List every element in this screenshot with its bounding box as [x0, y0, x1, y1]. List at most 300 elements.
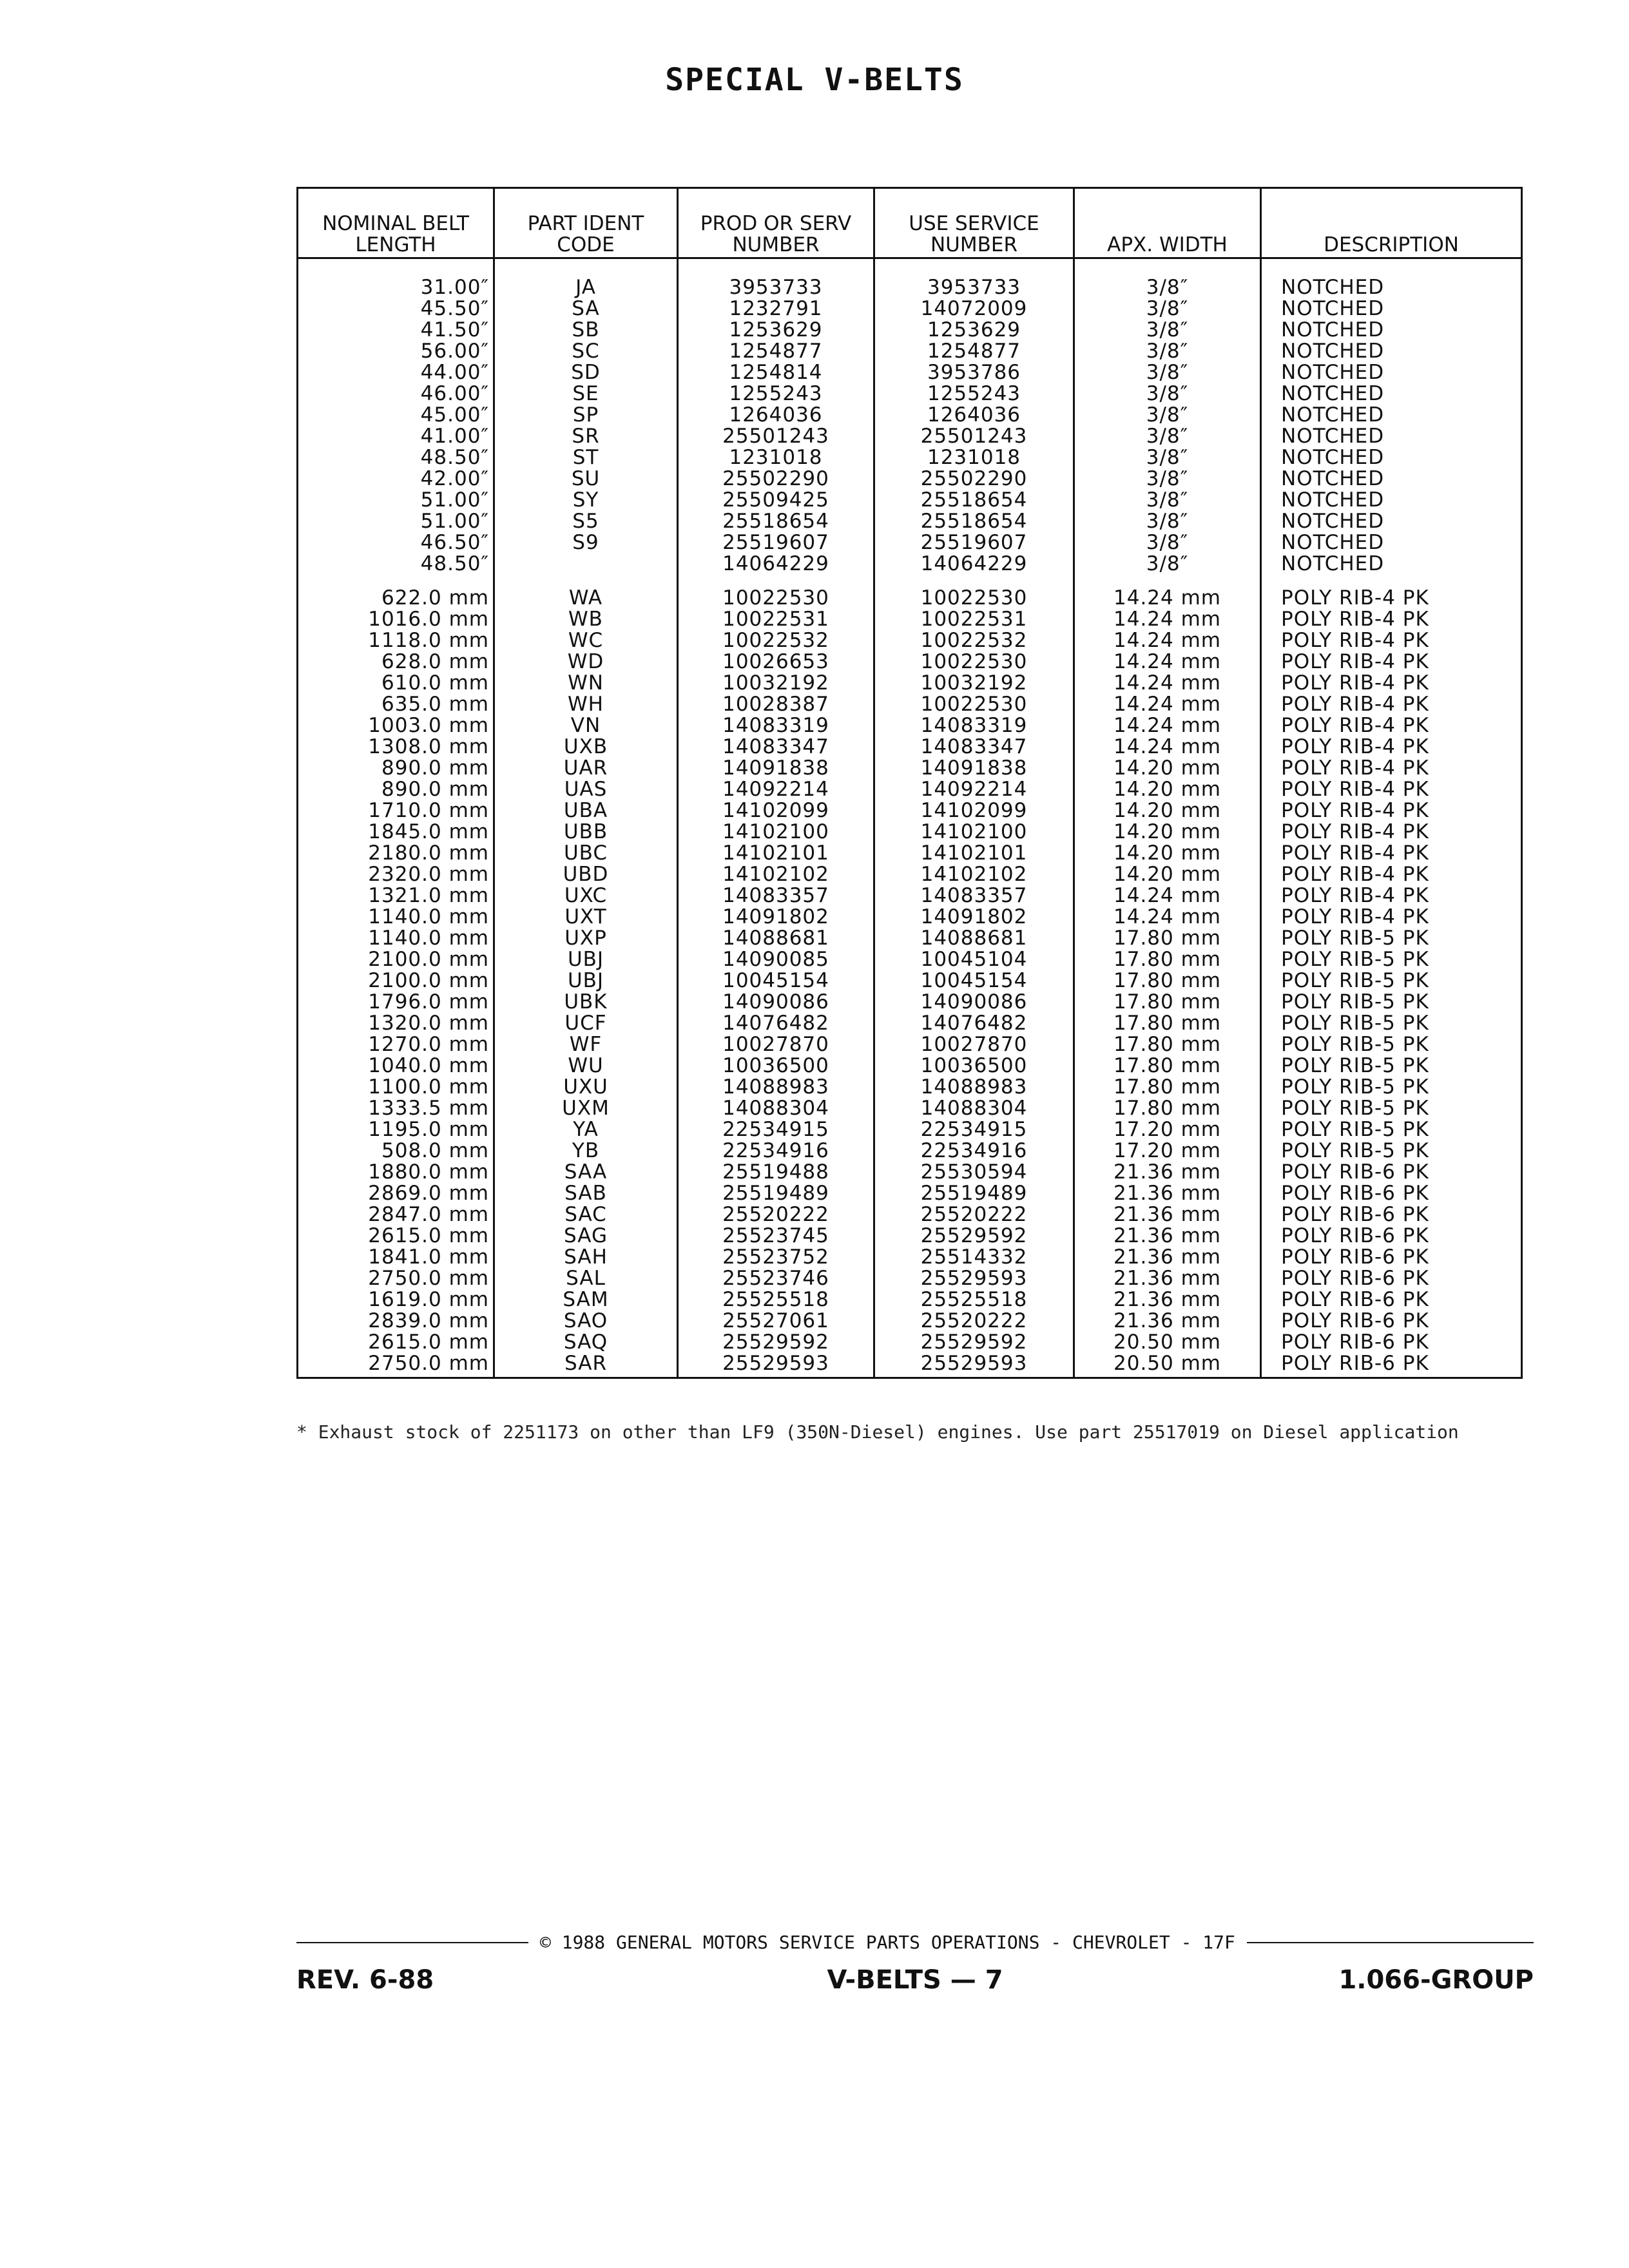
table-row — [298, 1162, 1522, 1183]
cell-belt-length: 1308.0 mm — [298, 736, 494, 758]
copyright-text: © 1988 GENERAL MOTORS SERVICE PARTS OPERATIONS - CHEVROLET - 17F — [540, 1932, 1235, 1953]
cell-belt-length: 1321.0 mm — [298, 885, 494, 907]
cell-belt-length: 628.0 mm — [298, 651, 494, 673]
cell-prod-number: 25519488 — [678, 1162, 874, 1183]
table-row — [298, 511, 1522, 532]
cell-use-number: 22534916 — [874, 1140, 1074, 1162]
cell-width: 17.80 mm — [1074, 970, 1261, 992]
cell-part-code: UBK — [494, 992, 678, 1013]
cell-description: POLY RIB-6 PK — [1261, 1225, 1522, 1247]
cell-width: 3/8″ — [1074, 447, 1261, 468]
cell-use-number: 14083347 — [874, 736, 1074, 758]
table-row — [298, 715, 1522, 736]
cell-prod-number: 14091838 — [678, 758, 874, 779]
cell-belt-length: 2100.0 mm — [298, 970, 494, 992]
cell-part-code: UXT — [494, 907, 678, 928]
cell-part-code: UAS — [494, 779, 678, 800]
cell-description: NOTCHED — [1261, 468, 1522, 490]
cell-part-code — [494, 553, 678, 575]
cell-use-number: 25519489 — [874, 1183, 1074, 1204]
cell-prod-number: 14083319 — [678, 715, 874, 736]
cell-use-number: 14072009 — [874, 298, 1074, 320]
cell-part-code: S9 — [494, 532, 678, 553]
table-row — [298, 320, 1522, 341]
cell-use-number: 14064229 — [874, 553, 1074, 575]
cell-width: 14.24 mm — [1074, 907, 1261, 928]
cell-width: 3/8″ — [1074, 298, 1261, 320]
cell-part-code: WA — [494, 575, 678, 609]
table-row — [298, 609, 1522, 630]
cell-description: NOTCHED — [1261, 532, 1522, 553]
cell-use-number: 1231018 — [874, 447, 1074, 468]
cell-width: 21.36 mm — [1074, 1247, 1261, 1268]
table-row — [298, 447, 1522, 468]
cell-width: 17.80 mm — [1074, 1013, 1261, 1034]
cell-belt-length: 610.0 mm — [298, 673, 494, 694]
cell-part-code: SD — [494, 362, 678, 383]
cell-prod-number: 10027870 — [678, 1034, 874, 1055]
cell-width: 20.50 mm — [1074, 1332, 1261, 1353]
cell-belt-length: 45.50″ — [298, 298, 494, 320]
footnote: * Exhaust stock of 2251173 on other than LF9 (350N-Diesel) engines. Use part 25517019 on Diesel application — [296, 1421, 1459, 1443]
cell-prod-number: 25501243 — [678, 426, 874, 447]
cell-part-code: UCF — [494, 1013, 678, 1034]
cell-width: 14.24 mm — [1074, 715, 1261, 736]
cell-prod-number: 10028387 — [678, 694, 874, 715]
cell-use-number: 14102099 — [874, 800, 1074, 822]
cell-prod-number: 14102100 — [678, 822, 874, 843]
table-row — [298, 553, 1522, 575]
cell-width: 21.36 mm — [1074, 1311, 1261, 1332]
cell-prod-number: 25519607 — [678, 532, 874, 553]
cell-width: 14.24 mm — [1074, 694, 1261, 715]
cell-belt-length: 2847.0 mm — [298, 1204, 494, 1225]
cell-width: 17.80 mm — [1074, 1034, 1261, 1055]
cell-part-code: WC — [494, 630, 678, 651]
table-row — [298, 992, 1522, 1013]
cell-belt-length: 2869.0 mm — [298, 1183, 494, 1204]
cell-prod-number: 25518654 — [678, 511, 874, 532]
cell-belt-length: 48.50″ — [298, 447, 494, 468]
cell-width: 14.20 mm — [1074, 843, 1261, 864]
cell-width: 17.80 mm — [1074, 1077, 1261, 1098]
table-row — [298, 1140, 1522, 1162]
cell-belt-length: 1100.0 mm — [298, 1077, 494, 1098]
cell-prod-number: 25502290 — [678, 468, 874, 490]
header-use-service-number: USE SERVICE NUMBER — [874, 188, 1074, 258]
cell-description: NOTCHED — [1261, 553, 1522, 575]
cell-part-code: WF — [494, 1034, 678, 1055]
cell-prod-number: 14102102 — [678, 864, 874, 885]
cell-part-code: SAR — [494, 1353, 678, 1378]
cell-description: POLY RIB-4 PK — [1261, 736, 1522, 758]
cell-prod-number: 10036500 — [678, 1055, 874, 1077]
cell-belt-length: 2180.0 mm — [298, 843, 494, 864]
cell-width: 14.20 mm — [1074, 800, 1261, 822]
cell-prod-number: 25523752 — [678, 1247, 874, 1268]
cell-description: POLY RIB-6 PK — [1261, 1268, 1522, 1289]
cell-description: POLY RIB-6 PK — [1261, 1311, 1522, 1332]
cell-description: POLY RIB-4 PK — [1261, 885, 1522, 907]
cell-description: POLY RIB-6 PK — [1261, 1353, 1522, 1378]
cell-part-code: SAH — [494, 1247, 678, 1268]
cell-use-number: 14090086 — [874, 992, 1074, 1013]
cell-part-code: SR — [494, 426, 678, 447]
cell-part-code: WN — [494, 673, 678, 694]
cell-belt-length: 890.0 mm — [298, 779, 494, 800]
cell-width: 21.36 mm — [1074, 1204, 1261, 1225]
table-row — [298, 822, 1522, 843]
cell-description: POLY RIB-4 PK — [1261, 651, 1522, 673]
cell-use-number: 14088304 — [874, 1098, 1074, 1119]
cell-use-number: 25518654 — [874, 511, 1074, 532]
table-row — [298, 405, 1522, 426]
cell-use-number: 14083357 — [874, 885, 1074, 907]
cell-part-code: UXU — [494, 1077, 678, 1098]
cell-part-code: VN — [494, 715, 678, 736]
cell-part-code: WB — [494, 609, 678, 630]
cell-width: 3/8″ — [1074, 532, 1261, 553]
cell-prod-number: 14064229 — [678, 553, 874, 575]
cell-use-number: 14102100 — [874, 822, 1074, 843]
cell-description: POLY RIB-5 PK — [1261, 1119, 1522, 1140]
cell-part-code: SAA — [494, 1162, 678, 1183]
cell-part-code: SAB — [494, 1183, 678, 1204]
cell-use-number: 14083319 — [874, 715, 1074, 736]
cell-description: POLY RIB-4 PK — [1261, 715, 1522, 736]
cell-description: POLY RIB-4 PK — [1261, 800, 1522, 822]
cell-width: 14.24 mm — [1074, 575, 1261, 609]
cell-description: NOTCHED — [1261, 320, 1522, 341]
table-row — [298, 630, 1522, 651]
cell-description: POLY RIB-4 PK — [1261, 822, 1522, 843]
cell-use-number: 14088681 — [874, 928, 1074, 949]
cell-description: POLY RIB-4 PK — [1261, 609, 1522, 630]
cell-part-code: JA — [494, 258, 678, 299]
table-row — [298, 970, 1522, 992]
cell-belt-length: 1140.0 mm — [298, 928, 494, 949]
cell-belt-length: 2100.0 mm — [298, 949, 494, 970]
cell-description: POLY RIB-4 PK — [1261, 843, 1522, 864]
cell-description: POLY RIB-5 PK — [1261, 949, 1522, 970]
cell-part-code: YB — [494, 1140, 678, 1162]
cell-width: 17.80 mm — [1074, 992, 1261, 1013]
cell-use-number: 14091802 — [874, 907, 1074, 928]
cell-prod-number: 1253629 — [678, 320, 874, 341]
cell-width: 3/8″ — [1074, 426, 1261, 447]
cell-prod-number: 1232791 — [678, 298, 874, 320]
cell-belt-length: 46.00″ — [298, 383, 494, 405]
header-description: DESCRIPTION — [1261, 188, 1522, 258]
cell-prod-number: 14102101 — [678, 843, 874, 864]
cell-description: POLY RIB-5 PK — [1261, 1098, 1522, 1119]
cell-width: 21.36 mm — [1074, 1162, 1261, 1183]
cell-belt-length: 1118.0 mm — [298, 630, 494, 651]
cell-use-number: 25529593 — [874, 1268, 1074, 1289]
cell-description: POLY RIB-6 PK — [1261, 1183, 1522, 1204]
cell-description: NOTCHED — [1261, 341, 1522, 362]
cell-part-code: SAG — [494, 1225, 678, 1247]
cell-belt-length: 1880.0 mm — [298, 1162, 494, 1183]
cell-belt-length: 48.50″ — [298, 553, 494, 575]
table-row — [298, 1247, 1522, 1268]
cell-belt-length: 622.0 mm — [298, 575, 494, 609]
cell-prod-number: 25525518 — [678, 1289, 874, 1311]
cell-prod-number: 25523745 — [678, 1225, 874, 1247]
cell-description: NOTCHED — [1261, 405, 1522, 426]
cell-prod-number: 1255243 — [678, 383, 874, 405]
cell-width: 17.80 mm — [1074, 1055, 1261, 1077]
cell-description: POLY RIB-5 PK — [1261, 970, 1522, 992]
cell-use-number: 14088983 — [874, 1077, 1074, 1098]
cell-part-code: SAL — [494, 1268, 678, 1289]
cell-width: 20.50 mm — [1074, 1353, 1261, 1378]
table-row — [298, 1289, 1522, 1311]
table-row — [298, 1013, 1522, 1034]
cell-description: POLY RIB-5 PK — [1261, 1055, 1522, 1077]
cell-part-code: UAR — [494, 758, 678, 779]
cell-belt-length: 2615.0 mm — [298, 1225, 494, 1247]
header-apx-width: APX. WIDTH — [1074, 188, 1261, 258]
cell-belt-length: 2839.0 mm — [298, 1311, 494, 1332]
cell-prod-number: 14091802 — [678, 907, 874, 928]
cell-prod-number: 1264036 — [678, 405, 874, 426]
cell-part-code: UXB — [494, 736, 678, 758]
cell-description: POLY RIB-5 PK — [1261, 1077, 1522, 1098]
cell-description: NOTCHED — [1261, 426, 1522, 447]
cell-belt-length: 51.00″ — [298, 490, 494, 511]
table-row — [298, 694, 1522, 715]
table-row — [298, 468, 1522, 490]
cell-belt-length: 1841.0 mm — [298, 1247, 494, 1268]
cell-belt-length: 635.0 mm — [298, 694, 494, 715]
cell-use-number: 14092214 — [874, 779, 1074, 800]
cell-description: POLY RIB-4 PK — [1261, 694, 1522, 715]
cell-use-number: 25529592 — [874, 1225, 1074, 1247]
cell-width: 14.24 mm — [1074, 630, 1261, 651]
cell-part-code: YA — [494, 1119, 678, 1140]
cell-description: POLY RIB-6 PK — [1261, 1162, 1522, 1183]
cell-belt-length: 41.50″ — [298, 320, 494, 341]
cell-use-number: 10022531 — [874, 609, 1074, 630]
cell-use-number: 25529592 — [874, 1332, 1074, 1353]
cell-width: 17.80 mm — [1074, 949, 1261, 970]
cell-use-number: 10022530 — [874, 575, 1074, 609]
cell-use-number: 22534915 — [874, 1119, 1074, 1140]
cell-description: POLY RIB-6 PK — [1261, 1247, 1522, 1268]
cell-prod-number: 22534915 — [678, 1119, 874, 1140]
table-row — [298, 673, 1522, 694]
cell-part-code: SE — [494, 383, 678, 405]
cell-part-code: UBJ — [494, 970, 678, 992]
cell-use-number: 3953786 — [874, 362, 1074, 383]
table-row — [298, 949, 1522, 970]
section-label: V-BELTS — 7 — [827, 1965, 1003, 1995]
cell-prod-number: 1231018 — [678, 447, 874, 468]
table-row — [298, 1183, 1522, 1204]
cell-description: NOTCHED — [1261, 362, 1522, 383]
cell-belt-length: 2750.0 mm — [298, 1268, 494, 1289]
table-row — [298, 298, 1522, 320]
cell-description: NOTCHED — [1261, 511, 1522, 532]
cell-width: 17.20 mm — [1074, 1119, 1261, 1140]
cell-use-number: 14102102 — [874, 864, 1074, 885]
cell-part-code: UBD — [494, 864, 678, 885]
cell-prod-number: 14083357 — [678, 885, 874, 907]
cell-use-number: 10032192 — [874, 673, 1074, 694]
table-row — [298, 1332, 1522, 1353]
cell-use-number: 25514332 — [874, 1247, 1074, 1268]
table-row — [298, 1268, 1522, 1289]
cell-part-code: SAO — [494, 1311, 678, 1332]
cell-description: POLY RIB-5 PK — [1261, 992, 1522, 1013]
cell-belt-length: 1796.0 mm — [298, 992, 494, 1013]
cell-description: POLY RIB-5 PK — [1261, 1013, 1522, 1034]
cell-prod-number: 25529593 — [678, 1353, 874, 1378]
cell-prod-number: 1254814 — [678, 362, 874, 383]
cell-width: 3/8″ — [1074, 362, 1261, 383]
cell-part-code: UXC — [494, 885, 678, 907]
cell-part-code: SAC — [494, 1204, 678, 1225]
header-part-ident-code: PART IDENT CODE — [494, 188, 678, 258]
cell-belt-length: 890.0 mm — [298, 758, 494, 779]
cell-belt-length: 1333.5 mm — [298, 1098, 494, 1119]
cell-belt-length: 2320.0 mm — [298, 864, 494, 885]
cell-use-number: 14076482 — [874, 1013, 1074, 1034]
table-row — [298, 800, 1522, 822]
cell-width: 21.36 mm — [1074, 1183, 1261, 1204]
cell-belt-length: 1040.0 mm — [298, 1055, 494, 1077]
cell-use-number: 1264036 — [874, 405, 1074, 426]
table-row — [298, 928, 1522, 949]
cell-width: 3/8″ — [1074, 258, 1261, 299]
cell-belt-length: 508.0 mm — [298, 1140, 494, 1162]
cell-width: 14.20 mm — [1074, 758, 1261, 779]
cell-use-number: 1254877 — [874, 341, 1074, 362]
cell-part-code: SU — [494, 468, 678, 490]
cell-width: 3/8″ — [1074, 383, 1261, 405]
cell-part-code: UXP — [494, 928, 678, 949]
table-row — [298, 1311, 1522, 1332]
cell-belt-length: 2615.0 mm — [298, 1332, 494, 1353]
cell-belt-length: 1016.0 mm — [298, 609, 494, 630]
cell-use-number: 25501243 — [874, 426, 1074, 447]
cell-prod-number: 25520222 — [678, 1204, 874, 1225]
cell-width: 3/8″ — [1074, 341, 1261, 362]
cell-prod-number: 14092214 — [678, 779, 874, 800]
cell-part-code: UXM — [494, 1098, 678, 1119]
cell-part-code: SY — [494, 490, 678, 511]
table-row — [298, 758, 1522, 779]
table-row — [298, 1098, 1522, 1119]
cell-description: POLY RIB-6 PK — [1261, 1204, 1522, 1225]
table-row — [298, 1353, 1522, 1378]
cell-use-number: 10022530 — [874, 651, 1074, 673]
cell-belt-length: 1003.0 mm — [298, 715, 494, 736]
cell-belt-length: 2750.0 mm — [298, 1353, 494, 1378]
cell-prod-number: 25529592 — [678, 1332, 874, 1353]
cell-prod-number: 10022531 — [678, 609, 874, 630]
cell-description: POLY RIB-4 PK — [1261, 864, 1522, 885]
cell-part-code: WD — [494, 651, 678, 673]
cell-width: 14.20 mm — [1074, 822, 1261, 843]
cell-belt-length: 41.00″ — [298, 426, 494, 447]
cell-width: 3/8″ — [1074, 405, 1261, 426]
cell-width: 17.20 mm — [1074, 1140, 1261, 1162]
cell-description: POLY RIB-5 PK — [1261, 1034, 1522, 1055]
header-prod-or-serv-number: PROD OR SERV NUMBER — [678, 188, 874, 258]
table-row — [298, 426, 1522, 447]
cell-width: 3/8″ — [1074, 320, 1261, 341]
cell-belt-length: 42.00″ — [298, 468, 494, 490]
cell-prod-number: 14088983 — [678, 1077, 874, 1098]
table-row — [298, 864, 1522, 885]
cell-width: 14.24 mm — [1074, 736, 1261, 758]
copyright-line — [296, 1932, 1534, 1953]
cell-width: 14.24 mm — [1074, 885, 1261, 907]
cell-part-code: SP — [494, 405, 678, 426]
cell-width: 17.80 mm — [1074, 1098, 1261, 1119]
cell-prod-number: 14083347 — [678, 736, 874, 758]
cell-width: 3/8″ — [1074, 468, 1261, 490]
cell-use-number: 25518654 — [874, 490, 1074, 511]
group-label: 1.066-GROUP — [1338, 1965, 1534, 1995]
cell-prod-number: 25509425 — [678, 490, 874, 511]
left-rule — [296, 1942, 528, 1943]
cell-part-code: ST — [494, 447, 678, 468]
vbelt-table — [296, 187, 1523, 1379]
right-rule — [1247, 1942, 1534, 1943]
cell-belt-length: 1710.0 mm — [298, 800, 494, 822]
cell-belt-length: 1619.0 mm — [298, 1289, 494, 1311]
table-row — [298, 1034, 1522, 1055]
cell-part-code: SA — [494, 298, 678, 320]
cell-use-number: 10022532 — [874, 630, 1074, 651]
cell-width: 3/8″ — [1074, 490, 1261, 511]
cell-belt-length: 1845.0 mm — [298, 822, 494, 843]
table-row — [298, 258, 1522, 299]
cell-use-number: 25520222 — [874, 1311, 1074, 1332]
cell-belt-length: 46.50″ — [298, 532, 494, 553]
cell-width: 14.24 mm — [1074, 609, 1261, 630]
cell-belt-length: 56.00″ — [298, 341, 494, 362]
cell-part-code: SB — [494, 320, 678, 341]
cell-prod-number: 14088304 — [678, 1098, 874, 1119]
cell-width: 14.24 mm — [1074, 651, 1261, 673]
cell-description: POLY RIB-4 PK — [1261, 673, 1522, 694]
cell-part-code: SAM — [494, 1289, 678, 1311]
cell-use-number: 1255243 — [874, 383, 1074, 405]
cell-part-code: SAQ — [494, 1332, 678, 1353]
cell-description: NOTCHED — [1261, 447, 1522, 468]
cell-part-code: WU — [494, 1055, 678, 1077]
cell-width: 14.20 mm — [1074, 864, 1261, 885]
table-row — [298, 907, 1522, 928]
table-row — [298, 736, 1522, 758]
cell-description: POLY RIB-4 PK — [1261, 630, 1522, 651]
cell-use-number: 25519607 — [874, 532, 1074, 553]
table-row — [298, 1204, 1522, 1225]
cell-use-number: 25520222 — [874, 1204, 1074, 1225]
cell-prod-number: 25523746 — [678, 1268, 874, 1289]
cell-prod-number: 14076482 — [678, 1013, 874, 1034]
cell-description: NOTCHED — [1261, 490, 1522, 511]
cell-prod-number: 10032192 — [678, 673, 874, 694]
table-header-row — [298, 188, 1522, 258]
table-row — [298, 1055, 1522, 1077]
cell-part-code: UBA — [494, 800, 678, 822]
cell-width: 21.36 mm — [1074, 1289, 1261, 1311]
